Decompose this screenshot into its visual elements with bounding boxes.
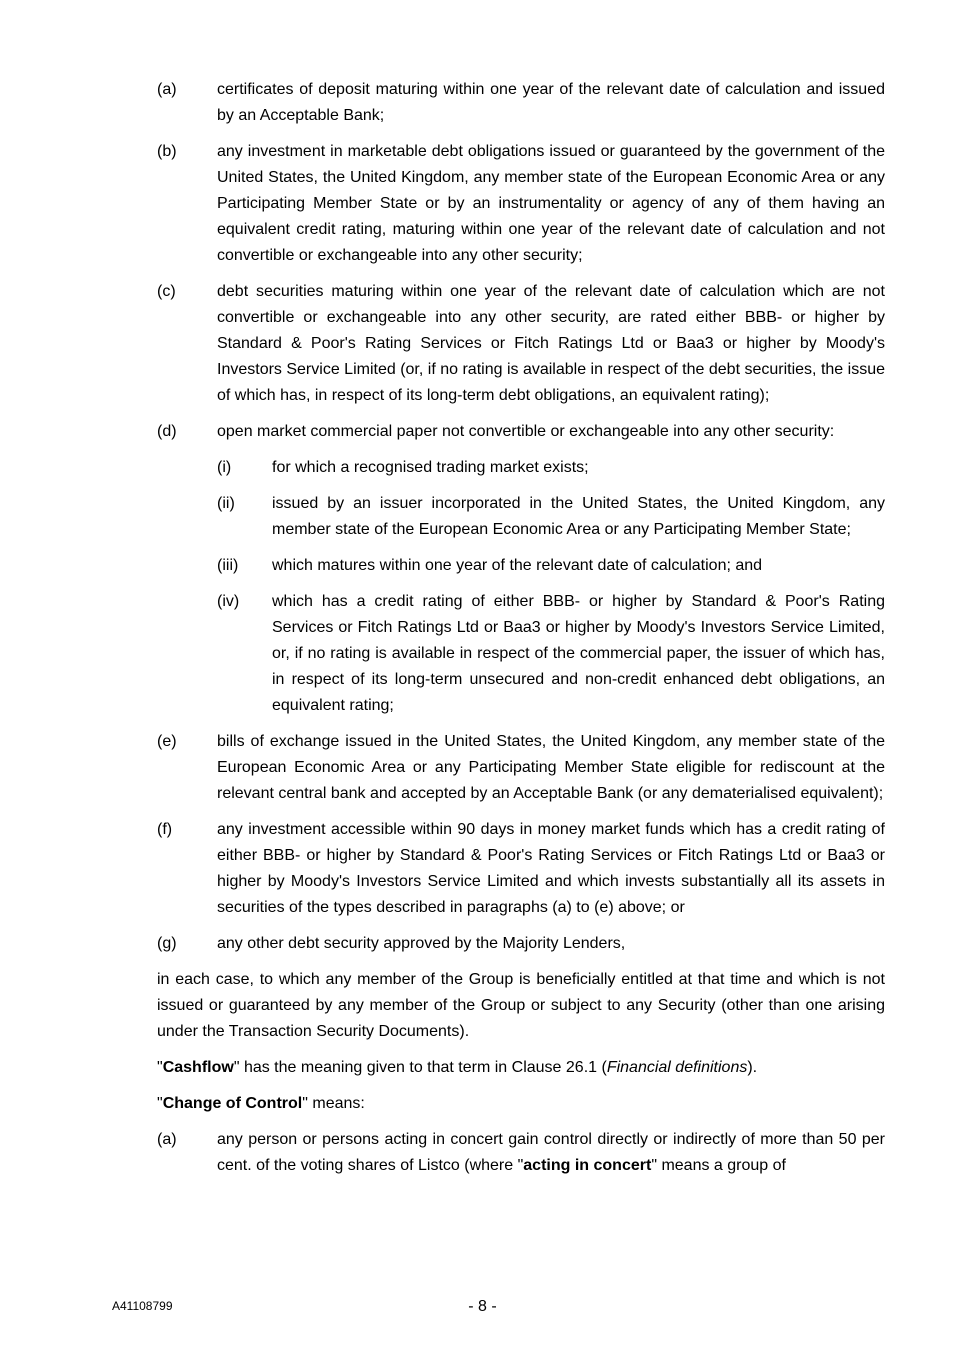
list-item-c: [157, 279, 885, 409]
sub-item-iv: [157, 589, 885, 719]
item-label: (f): [157, 821, 173, 838]
defined-term: Cashflow: [162, 1059, 234, 1076]
page-number: - 8 -: [468, 1298, 497, 1315]
sub-item-ii: [157, 491, 885, 543]
item-text: bills of exchange issued in the United States, the United Kingdom, any member state of the European Economic Area or any Participating Member State eligible for rediscount at the relevant central bank and accepted by an Acceptable Bank (or any dematerialised equivalent);: [217, 733, 885, 802]
item-label: (d): [157, 423, 177, 440]
sub-item-label: (i): [217, 459, 232, 476]
open-quote: ": [157, 1095, 163, 1112]
definition-change-of-control: [157, 1091, 885, 1117]
sub-item-label: (iv): [217, 593, 240, 610]
item-label: (a): [157, 1131, 177, 1148]
text-before: any person or persons acting in concert gain control directly or indirectly of more than 50 per cent. of the voting shares of Listco (where ": [217, 1131, 885, 1174]
closing-paragraph: in each case, to which any member of the Group is beneficially entitled at that time and which is not issued or guaranteed by any member of the Group or subject to any Security (other than one arising under the Transaction Security Documents).: [157, 971, 885, 1040]
definition-cashflow: [157, 1055, 885, 1081]
definition-end: ).: [747, 1059, 758, 1076]
item-label: (e): [157, 733, 177, 750]
list-item-coc-a: [157, 1127, 885, 1179]
item-text: open market commercial paper not convertible or exchangeable into any other security:: [217, 423, 835, 440]
list-item-f: [157, 817, 885, 921]
item-text: any other debt security approved by the Majority Lenders,: [217, 935, 626, 952]
sub-item-text: which has a credit rating of either BBB- or higher by Standard & Poor's Rating Services or Fitch Ratings Ltd or Baa3 or higher by Moody's Investors Service Limited, or, if no rating is available in respect of the commercial paper, the issuer of which has, in respect of its long-term unsecured and non-credit enhanced debt obligations, an equivalent rating;: [272, 593, 885, 714]
sub-item-i: [157, 455, 885, 481]
defined-term: acting in concert: [523, 1157, 652, 1174]
list-item-g: [157, 931, 885, 957]
sub-item-text: for which a recognised trading market exists;: [272, 459, 589, 476]
item-text: [217, 1127, 885, 1179]
sub-item-text: issued by an issuer incorporated in the United States, the United Kingdom, any member state of the European Economic Area or any Participating Member State;: [272, 495, 885, 538]
item-label: (c): [157, 283, 176, 300]
list-item-b: [157, 139, 885, 269]
list-item-d: [157, 419, 885, 445]
item-label: (b): [157, 143, 177, 160]
item-text: any investment accessible within 90 days in money market funds which has a credit rating of either BBB- or higher by Standard & Poor's Rating Services or Fitch Ratings Ltd or Baa3 or higher by Moody's Investors Service Limited and which invests substantially all its assets in securities of the types described in paragraphs (a) to (e) above; or: [217, 821, 885, 916]
item-label: (g): [157, 935, 177, 952]
sub-item-iii: [157, 553, 885, 579]
open-quote: ": [157, 1059, 163, 1076]
sub-item-label: (iii): [217, 557, 239, 574]
list-item-e: [157, 729, 885, 807]
item-text: debt securities maturing within one year of the relevant date of calculation which are not convertible or exchangeable into any other security, are rated either BBB- or higher by Standard & Poor's Rating Services or Fitch Ratings Ltd or Baa3 or higher by Moody's Investors Service Limited (or, if no rating is available in respect of the debt securities, the issue of which has, in respect of its long-term debt obligations, an equivalent rating);: [217, 283, 885, 404]
item-label: (a): [157, 81, 177, 98]
document-id: A41108799: [112, 1299, 173, 1313]
text-after: " means a group of: [651, 1157, 786, 1174]
sub-item-text: which matures within one year of the relevant date of calculation; and: [272, 557, 763, 574]
definition-end: " means:: [302, 1095, 365, 1112]
clause-reference: Financial definitions: [606, 1059, 748, 1076]
definition-text: " has the meaning given to that term in Clause 26.1 (: [233, 1059, 607, 1076]
item-text: any investment in marketable debt obligations issued or guaranteed by the government of the United States, the United Kingdom, any member state of the European Economic Area or any Participating Member State or by an instrumentality or agency of any of them having an equivalent credit rating, maturing within one year of the relevant date of calculation and not convertible or exchangeable into any other security;: [217, 143, 885, 264]
document-body: [157, 77, 885, 1189]
list-item-a: [157, 77, 885, 129]
item-text: certificates of deposit maturing within one year of the relevant date of calculation and issued by an Acceptable Bank;: [217, 81, 885, 124]
defined-term: Change of Control: [162, 1095, 303, 1112]
sub-item-label: (ii): [217, 495, 235, 512]
